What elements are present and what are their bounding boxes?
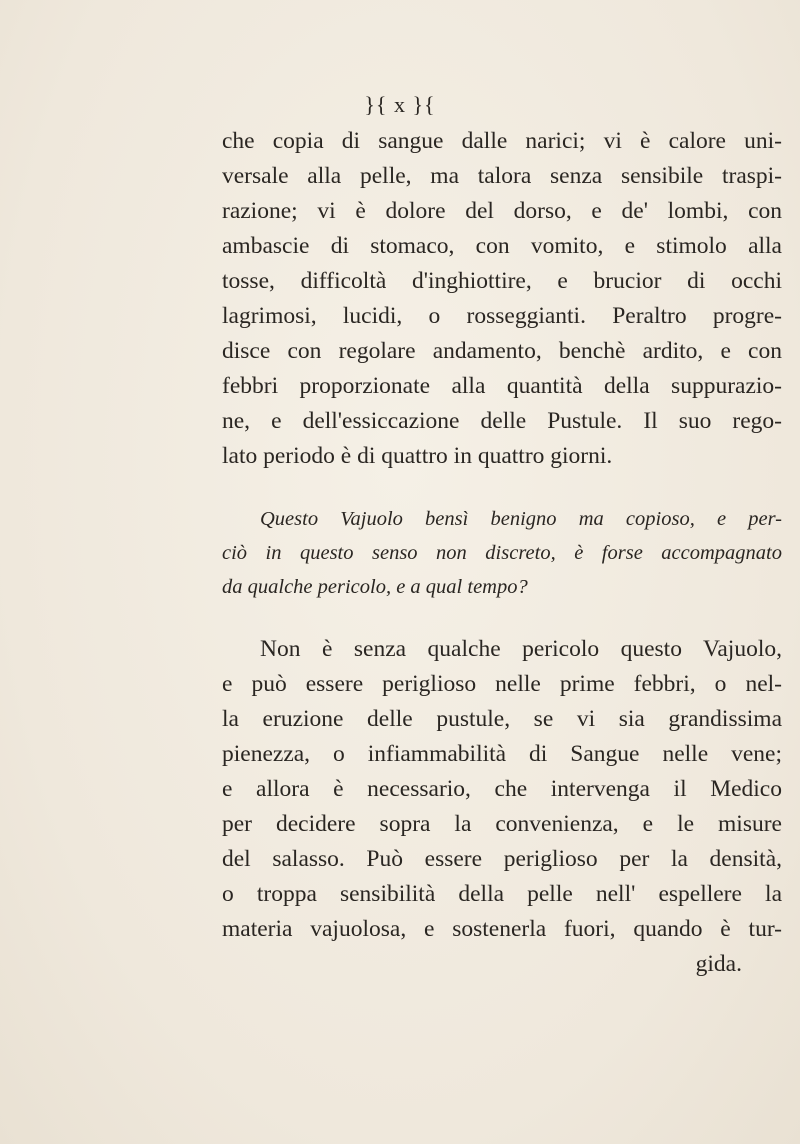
text-line: lagrimosi, lucidi, o rosseggianti. Peraltro progre- bbox=[222, 303, 782, 329]
text-line: per decidere sopra la convenienza, e le misure bbox=[222, 811, 782, 837]
text-line: la eruzione delle pustule, se vi sia grandissima bbox=[222, 706, 782, 732]
question-line: ciò in questo senso non discreto, è forse accompagnato bbox=[222, 542, 782, 564]
text-line: razione; vi è dolore del dorso, e de' lombi, con bbox=[222, 198, 782, 224]
text-line: pienezza, o infiammabilità di Sangue nelle vene; bbox=[222, 741, 782, 767]
text-line: febbri proporzionate alla quantità della suppurazio- bbox=[222, 373, 782, 399]
text-line: ambascie di stomaco, con vomito, e stimolo alla bbox=[222, 233, 782, 259]
question-italic bbox=[222, 502, 782, 604]
text-line: o troppa sensibilità della pelle nell' espellere la bbox=[222, 881, 782, 907]
paragraph-answer bbox=[222, 632, 782, 982]
text-line: e allora è necessario, che intervenga il Medico bbox=[222, 776, 782, 802]
text-line: che copia di sangue dalle narici; vi è calore uni- bbox=[222, 128, 782, 154]
text-line: materia vajuolosa, e sostenerla fuori, quando è tur- bbox=[222, 916, 782, 942]
text-line: Non è senza qualche pericolo questo Vajuolo, bbox=[260, 636, 782, 662]
text-line: lato periodo è di quattro in quattro giorni. bbox=[222, 443, 613, 469]
text-line: tosse, difficoltà d'inghiottire, e brucior di occhi bbox=[222, 268, 782, 294]
text-line: gida. bbox=[695, 951, 742, 977]
text-line: e può essere periglioso nelle prime febbri, o nel- bbox=[222, 671, 782, 697]
question-line: da qualche pericolo, e a qual tempo? bbox=[222, 576, 528, 598]
text-line: del salasso. Può essere periglioso per la densità, bbox=[222, 846, 782, 872]
paragraph-symptoms bbox=[222, 124, 782, 474]
text-line: disce con regolare andamento, benchè ardito, e con bbox=[222, 338, 782, 364]
text-line: versale alla pelle, ma talora senza sensibile traspi- bbox=[222, 163, 782, 189]
text-line: ne, e dell'essiccazione delle Pustule. Il suo rego- bbox=[222, 408, 782, 434]
page-number-header: }{ x }{ bbox=[364, 92, 436, 117]
question-line: Questo Vajuolo bensì benigno ma copioso, e per- bbox=[260, 508, 782, 530]
